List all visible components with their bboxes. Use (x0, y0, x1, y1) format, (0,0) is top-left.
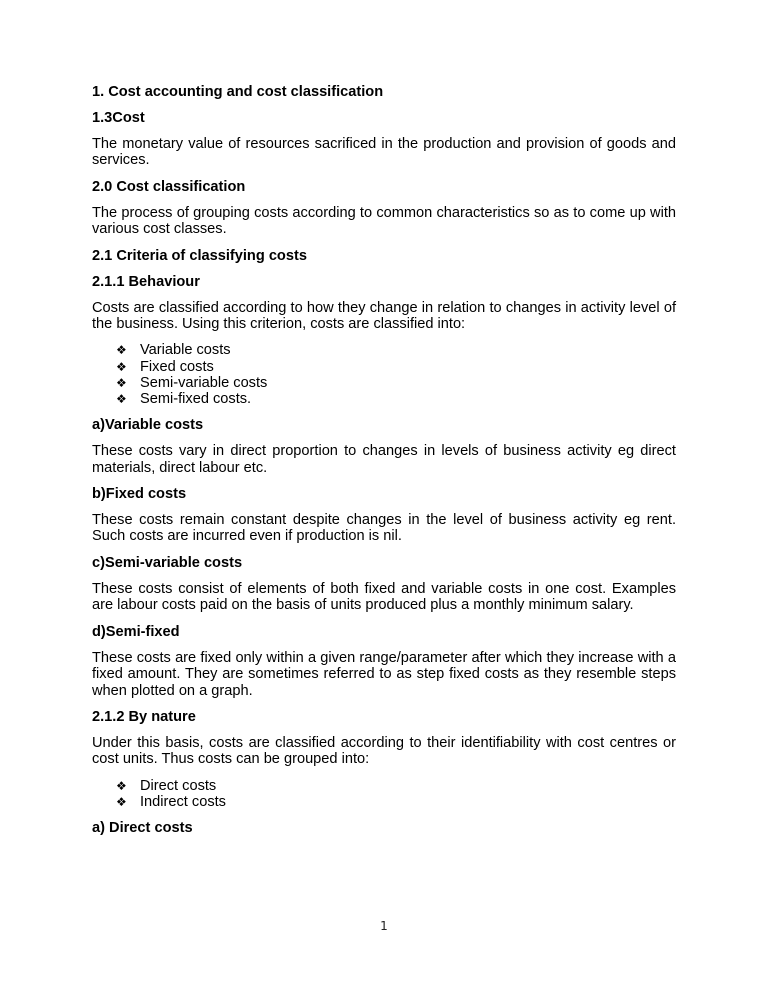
list-item-text: Semi-fixed costs. (140, 391, 252, 408)
list-item-text: Fixed costs (140, 358, 214, 375)
list-item-text: Variable costs (140, 342, 231, 359)
heading-semi-variable-costs: c)Semi-variable costs (92, 554, 243, 571)
diamond-bullet-icon: ❖ (116, 359, 127, 374)
heading-by-nature: 2.1.2 By nature (92, 708, 196, 725)
page-number: 1 (380, 919, 388, 933)
list-item-text: Direct costs (140, 777, 217, 794)
list-item (116, 794, 676, 810)
diamond-bullet-icon: ❖ (116, 392, 127, 407)
list-item (116, 391, 676, 407)
heading-behaviour: 2.1.1 Behaviour (92, 273, 200, 290)
behaviour-list (92, 342, 676, 407)
heading-cost: 1.3Cost (92, 110, 145, 126)
heading-cost-classification: 2.0 Cost classification (92, 178, 246, 195)
paragraph-semi-variable-costs: These costs consist of elements of both fixed and variable costs in one cost. Examples are labour costs paid on the basis of units produced plus a monthly minimum salary. (92, 580, 676, 614)
paragraph-variable-costs: These costs vary in direct proportion to changes in levels of business activity eg direct materials, direct labour etc. (92, 443, 676, 476)
heading-direct-costs: a) Direct costs (92, 820, 193, 837)
paragraph-fixed-costs: These costs remain constant despite changes in the level of business activity eg rent. Such costs are incurred even if production is nil. (92, 512, 676, 545)
heading-semi-fixed: d)Semi-fixed (92, 623, 180, 640)
paragraph-by-nature: Under this basis, costs are classified according to their identifiability with cost centres or cost units. Thus costs can be grouped into: (92, 734, 676, 768)
diamond-bullet-icon: ❖ (116, 375, 127, 390)
diamond-bullet-icon: ❖ (116, 778, 127, 793)
diamond-bullet-icon: ❖ (116, 343, 127, 358)
list-item (116, 778, 676, 794)
paragraph-cost-definition: The monetary value of resources sacrificed in the production and provision of goods and services. (92, 136, 676, 169)
nature-list (92, 778, 676, 810)
heading-fixed-costs: b)Fixed costs (92, 486, 187, 503)
paragraph-behaviour: Costs are classified according to how they change in relation to changes in activity level of the business. Using this criterion, costs are classified into: (92, 299, 676, 333)
paragraph-classification-definition: The process of grouping costs according to common characteristics so as to come up with various cost classes. (92, 204, 676, 238)
document-page (92, 84, 676, 846)
paragraph-semi-fixed: These costs are fixed only within a given range/parameter after which they increase with a fixed amount. They are sometimes referred to as step fixed costs as they resemble steps when plotted on a graph. (92, 649, 676, 699)
list-item-text: Indirect costs (140, 793, 226, 810)
list-item (116, 359, 676, 375)
heading-variable-costs: a)Variable costs (92, 417, 204, 434)
heading-cost-accounting: 1. Cost accounting and cost classification (92, 84, 384, 100)
heading-criteria: 2.1 Criteria of classifying costs (92, 247, 307, 264)
diamond-bullet-icon: ❖ (116, 794, 127, 809)
list-item (116, 375, 676, 391)
list-item (116, 342, 676, 358)
list-item-text: Semi-variable costs (140, 374, 268, 391)
